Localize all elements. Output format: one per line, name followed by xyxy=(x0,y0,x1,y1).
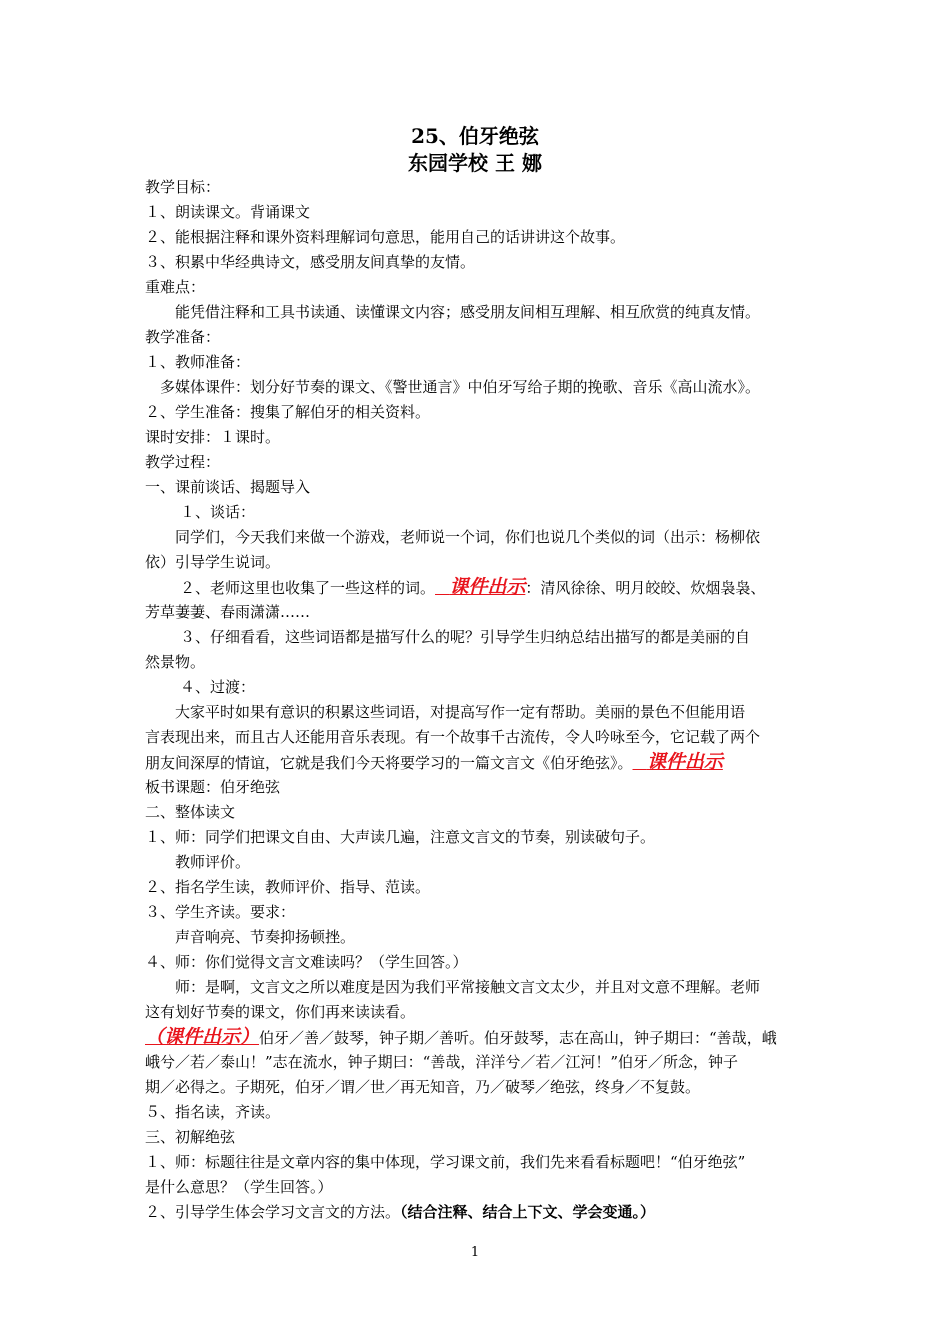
text-line: 二、整体读文 xyxy=(145,803,236,821)
callout-underline xyxy=(435,579,449,597)
text-line: １、师：标题往往是文章内容的集中体现，学习课文前，我们先来看看标题吧！“伯牙绝弦” xyxy=(145,1153,746,1171)
text-line: 能凭借注释和工具书读通、读懂课文内容；感受朋友间相互理解、相互欣赏的纯真友情。 xyxy=(175,303,761,321)
text-line xyxy=(145,750,810,776)
page-number: 1 xyxy=(470,1245,480,1260)
text-line: １、谈话： xyxy=(180,503,256,521)
text-line: ４、过渡： xyxy=(180,678,256,696)
text-line: 教师评价。 xyxy=(175,853,251,871)
callout-underline xyxy=(633,754,647,772)
text-line: ３、仔细看看，这些词语都是描写什么的呢？引导学生归纳总结出描写的都是美丽的自 xyxy=(180,628,751,646)
text-segment: 伯牙／善／鼓琴，钟子期／善听。伯牙鼓琴，志在高山，钟子期曰：“善哉，峨 xyxy=(259,1029,777,1047)
author-line: 东园学校 王 娜 xyxy=(408,151,542,175)
text-line: 期／必得之。子期死，伯牙／谓／世／再无知音，乃／破琴／绝弦，终身／不复鼓。 xyxy=(145,1078,701,1096)
text-line: 言表现出来，而且古人还能用音乐表现。有一个故事千古流传，令人吟咏至今，它记载了两个 xyxy=(145,728,761,746)
text-line: １、朗读课文。背诵课文 xyxy=(145,203,311,221)
text-line: １、教师准备： xyxy=(145,353,251,371)
text-line: 教学过程： xyxy=(145,453,221,471)
text-line xyxy=(145,1025,810,1051)
text-line: １、师：同学们把课文自由、大声读几遍，注意文言文的节奏，别读破句子。 xyxy=(145,828,656,846)
text-line: 教学目标： xyxy=(145,178,221,196)
text-line: 一、课前谈话、揭题导入 xyxy=(145,478,311,496)
courseware-callout: 课件出示 xyxy=(449,576,526,598)
text-line: ３、积累中华经典诗文，感受朋友间真挚的友情。 xyxy=(145,253,476,271)
text-line: 同学们，今天我们来做一个游戏，老师说一个词，你们也说几个类似的词（出示：杨柳依 xyxy=(175,528,761,546)
courseware-callout: 课件出示 xyxy=(646,751,723,773)
text-line: 板书课题：伯牙绝弦 xyxy=(145,778,281,796)
text-line: 声音响亮、节奏抑扬顿挫。 xyxy=(175,928,356,946)
text-line: 峨兮／若／泰山！”志在流水，钟子期曰：“善哉，洋洋兮／若／江河！”伯牙／所念，钟子 xyxy=(145,1053,739,1071)
text-segment: ２、老师这里也收集了一些这样的词。 xyxy=(180,579,436,597)
text-line: ４、师：你们觉得文言文难读吗？（学生回答。） xyxy=(145,953,468,971)
text-line: 师：是啊，文言文之所以难度是因为我们平常接触文言文太少，并且对文意不理解。老师 xyxy=(175,978,761,996)
text-segment: ２、引导学生体会学习文言文的方法。 xyxy=(145,1203,401,1221)
text-segment: 朋友间深厚的情谊，它就是我们今天将要学习的一篇文言文《伯牙绝弦》。 xyxy=(145,754,633,772)
text-line: 这有划好节奏的课文，你们再来读读看。 xyxy=(145,1003,416,1021)
text-line: ３、学生齐读。要求： xyxy=(145,903,296,921)
text-line xyxy=(180,575,845,601)
courseware-callout: （课件出示） xyxy=(145,1026,260,1048)
text-line: 重难点： xyxy=(145,278,206,296)
text-line: ２、指名学生读，教师评价、指导、范读。 xyxy=(145,878,431,896)
text-line: ５、指名读，齐读。 xyxy=(145,1103,281,1121)
text-line: 依）引导学生说词。 xyxy=(145,553,281,571)
text-line: ２、能根据注释和课外资料理解词句意思，能用自己的话讲讲这个故事。 xyxy=(145,228,626,246)
text-line: 大家平时如果有意识的积累这些词语，对提高写作一定有帮助。美丽的景色不但能用语 xyxy=(175,703,746,721)
text-line: 然景物。 xyxy=(145,653,206,671)
method-note: （结合注释、结合上下文、学会变通。） xyxy=(400,1203,656,1221)
text-segment: ：清风徐徐、明月皎皎、炊烟袅袅、 xyxy=(525,579,766,597)
text-line: 三、初解绝弦 xyxy=(145,1128,236,1146)
text-line: 多媒体课件：划分好节奏的课文、《警世通言》中伯牙写给子期的挽歌、音乐《高山流水》。 xyxy=(160,378,761,396)
text-line: 教学准备： xyxy=(145,328,221,346)
text-line: ２、学生准备：搜集了解伯牙的相关资料。 xyxy=(145,403,431,421)
text-line: 是什么意思？（学生回答。） xyxy=(145,1178,333,1196)
text-line: 芳草萋萋、春雨潇潇…… xyxy=(145,603,311,621)
text-line: 课时安排：１课时。 xyxy=(145,428,281,446)
text-line xyxy=(145,1200,810,1225)
page-title: 25、伯牙绝弦 xyxy=(411,124,539,148)
